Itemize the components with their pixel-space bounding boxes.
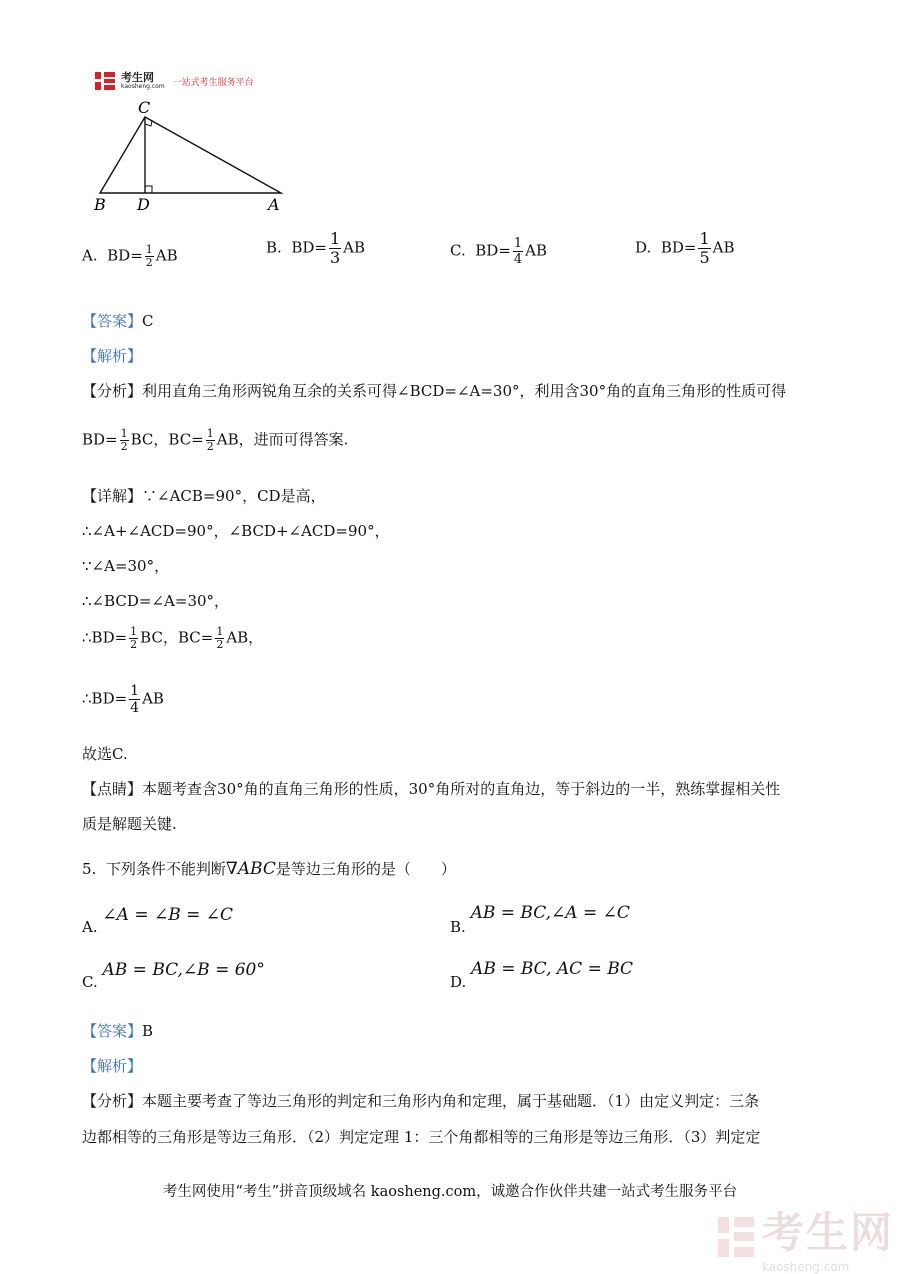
q4-line3: ∵∠A=30°，	[82, 557, 170, 575]
top-logo[interactable]	[95, 72, 254, 90]
label-a: A	[268, 195, 280, 214]
q4-option-b[interactable]: B. BD= $\frac{1}{3}$ AB	[266, 229, 366, 267]
q5-option-d[interactable]: D. AB = BC, AC = BC	[450, 959, 634, 991]
q5-option-b[interactable]: B. AB = BC,∠A = ∠C	[450, 903, 630, 936]
q5-answer: 【答案】B	[82, 1022, 154, 1040]
logo-slogan: 一站式考生服务平台	[172, 77, 254, 88]
triangle-figure	[85, 95, 300, 217]
logo-name: 考生网	[121, 71, 154, 84]
q4-fenxi-line2: BD= $\frac{1}{2}$ BC，BC= $\frac{1}{2}$ AB，进而可得答案.	[82, 427, 349, 453]
q4-guxuan: 故选C.	[82, 745, 128, 763]
q4-option-c[interactable]: C. BD= $\frac{1}{4}$ AB	[450, 236, 548, 267]
label-d: D	[137, 195, 150, 214]
q4-xiangjie-line1: 【详解】∵∠ACB=90°，CD是高，	[82, 487, 326, 505]
q4-dianjing-line1: 【点睛】本题考查含30°角的直角三角形的性质，30°角所对的直角边，等于斜边的一半，熟练掌握相关性	[82, 780, 781, 798]
answer-tag: 【答案】	[82, 312, 143, 330]
page-footer: 考生网使用“考生”拼音顶级域名 kaosheng.com，诚邀合作伙伴共建一站式考生服务平台	[162, 1184, 738, 1200]
q4-option-a[interactable]: A. BD= $\frac{1}{2}$ AB	[82, 243, 178, 269]
q4-line5: ∴BD= $\frac{1}{2}$ BC，BC= $\frac{1}{2}$ AB，	[82, 625, 264, 651]
label-c: C	[138, 98, 151, 117]
label-b: B	[94, 195, 106, 214]
q4-line2: ∴∠A+∠ACD=90°，∠BCD+∠ACD=90°，	[82, 522, 390, 540]
q5-fenxi-line2: 边都相等的三角形是等边三角形．（2）判定定理 1：三个角都相等的三角形是等边三角形．（3）判定定	[82, 1128, 761, 1146]
answer-value: C	[142, 312, 154, 330]
q4-fenxi-line1: 【分析】利用直角三角形两锐角互余的关系可得∠BCD=∠A=30°，利用含30°角的直角三角形的性质可得	[82, 382, 787, 400]
q5-option-c[interactable]: C. AB = BC,∠B = 60°	[82, 960, 265, 991]
watermark-name: 考生网	[762, 1208, 895, 1257]
q4-option-d[interactable]: D. BD= $\frac{1}{5}$ AB	[635, 229, 735, 267]
watermark-url: kaosheng.com	[762, 1260, 850, 1274]
triangle-abc	[100, 117, 281, 193]
q5-stem: 5. 下列条件不能判断∇ABC是等边三角形的是（ ）	[82, 859, 456, 879]
watermark-logo-icon	[718, 1217, 754, 1257]
q4-line4: ∴∠BCD=∠A=30°，	[82, 592, 230, 610]
q4-answer	[82, 310, 154, 331]
logo-url: kaosheng.com	[121, 83, 165, 90]
q4-jiexi-tag: 【解析】	[82, 347, 143, 365]
q4-line6: ∴BD= $\frac{1}{4}$ AB	[82, 683, 164, 716]
q5-fenxi-line1: 【分析】本题主要考查了等边三角形的判定和三角形内角和定理，属于基础题．（1）由定义判定：三条	[82, 1092, 760, 1110]
q5-option-a[interactable]: A. ∠A = ∠B = ∠C	[82, 905, 234, 936]
right-angle-mark-d	[145, 186, 152, 193]
q5-jiexi-tag: 【解析】	[82, 1057, 143, 1075]
q4-dianjing-line2: 质是解题关键.	[82, 815, 177, 833]
kaosheng-logo-icon	[95, 72, 115, 90]
watermark	[718, 1200, 894, 1274]
